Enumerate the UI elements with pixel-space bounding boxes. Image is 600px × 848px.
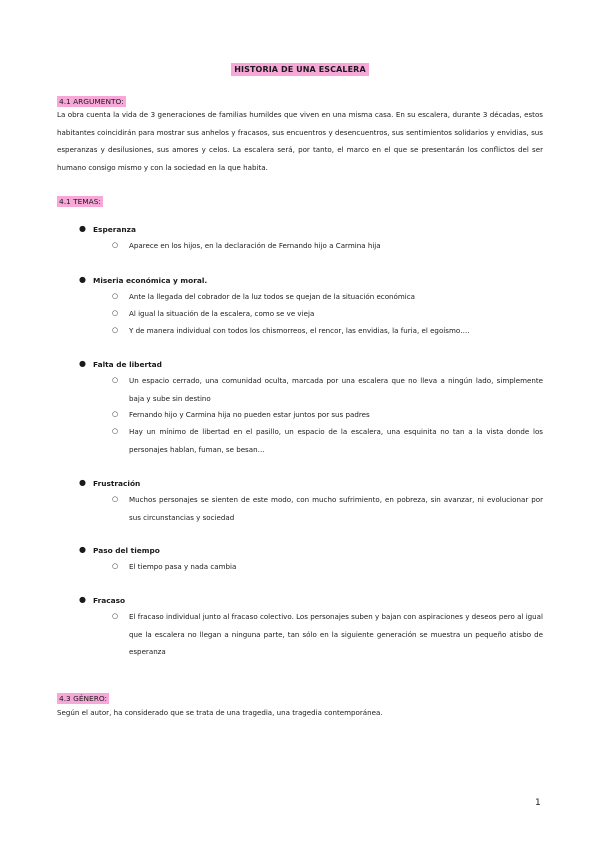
bullet-icon: ●: [79, 275, 86, 284]
sub-item: [112, 322, 543, 340]
page-number: 1: [535, 798, 541, 808]
temas-heading: 4.1 TEMAS:: [59, 197, 101, 206]
sub-item-text: Un espacio cerrado, una comunidad oculta, marcada por una escalera que no lleva a ningún lado, simplemente baja y sube sin destino: [129, 376, 543, 403]
sub-item-text: Ante la llegada del cobrador de la luz todos se quejan de la situación económica: [129, 292, 416, 301]
topic-label: Esperanza: [93, 225, 136, 234]
page-title: HISTORIA DE UNA ESCALERA: [231, 63, 368, 76]
sub-item-text: Hay un mínimo de libertad en el pasillo, un espacio de la escalera, una esquinita no tan a la vista donde los personajes hablan, fuman, se besan…: [129, 427, 543, 454]
sub-item-text: El tiempo pasa y nada cambia: [129, 562, 237, 571]
circle-bullet-icon: ○: [112, 562, 119, 570]
sub-item: [112, 423, 543, 458]
topic-label: Falta de libertad: [93, 360, 162, 369]
sub-item-text: Al igual la situación de la escalera, como se ve vieja: [129, 309, 315, 318]
bullet-icon: ●: [79, 224, 86, 233]
sub-item: [112, 305, 543, 323]
bullet-icon: ●: [79, 359, 86, 368]
sub-item-text: Fernando hijo y Carmina hija no pueden estar juntos por sus padres: [129, 410, 370, 419]
sub-item: [112, 608, 543, 661]
argumento-text: La obra cuenta la vida de 3 generaciones de familias humildes que viven en una misma casa. En su escalera, durante 3 décadas, estos habitantes coincidirán para mostrar sus anhelos y fracasos, sus encuentros y desencuentros, sus sentimientos solidarios y envidias, sus esperanzas y desilusiones, sus amores y celos. La escalera será, por tanto, el marco en el que se presentarán los conflictos del ser humano consigo mismo y con la sociedad en la que habita.: [57, 110, 543, 172]
bullet-icon: ●: [79, 478, 86, 487]
sub-item: [112, 237, 543, 255]
circle-bullet-icon: ○: [112, 427, 119, 435]
title-wrap: [0, 57, 600, 76]
circle-bullet-icon: ○: [112, 612, 119, 620]
circle-bullet-icon: ○: [112, 309, 119, 317]
sub-item-text: Muchos personajes se sienten de este modo, con mucho sufrimiento, en pobreza, sin avanzar, ni evolucionar por sus circunstancias y sociedad: [129, 495, 543, 522]
topic-label: Fracaso: [93, 596, 126, 605]
genero-text: Según el autor, ha considerado que se trata de una tragedia, una tragedia contemporánea.: [57, 708, 383, 717]
sub-item: [112, 372, 543, 407]
sub-item: [112, 558, 543, 576]
genero-heading: 4.3 GÉNERO:: [59, 694, 108, 703]
topic-label: Miseria económica y moral.: [93, 276, 208, 285]
topic-label: Frustración: [93, 479, 141, 488]
bullet-icon: ●: [79, 595, 86, 604]
sub-item-text: Y de manera individual con todos los chismorreos, el rencor, las envidias, la furia, el egoísmo….: [129, 326, 470, 335]
topic-label: Paso del tiempo: [93, 546, 160, 555]
sub-item-text: El fracaso individual junto al fracaso colectivo. Los personajes suben y bajan con aspiraciones y deseos pero al igual que la escalera no llegan a ninguna parte, tan sólo en la siguiente generación se muestra un pequeño atisbo de esperanza: [129, 612, 543, 657]
circle-bullet-icon: ○: [112, 376, 119, 384]
circle-bullet-icon: ○: [112, 495, 119, 503]
bullet-icon: ●: [79, 545, 86, 554]
sub-item: [112, 491, 543, 526]
circle-bullet-icon: ○: [112, 241, 119, 249]
sub-item: [112, 406, 543, 424]
circle-bullet-icon: ○: [112, 292, 119, 300]
circle-bullet-icon: ○: [112, 410, 119, 418]
argumento-heading: 4.1 ARGUMENTO:: [59, 97, 124, 106]
sub-item-text: Aparece en los hijos, en la declaración de Fernando hijo a Carmina hija: [129, 241, 381, 250]
circle-bullet-icon: ○: [112, 326, 119, 334]
sub-item: [112, 288, 543, 306]
